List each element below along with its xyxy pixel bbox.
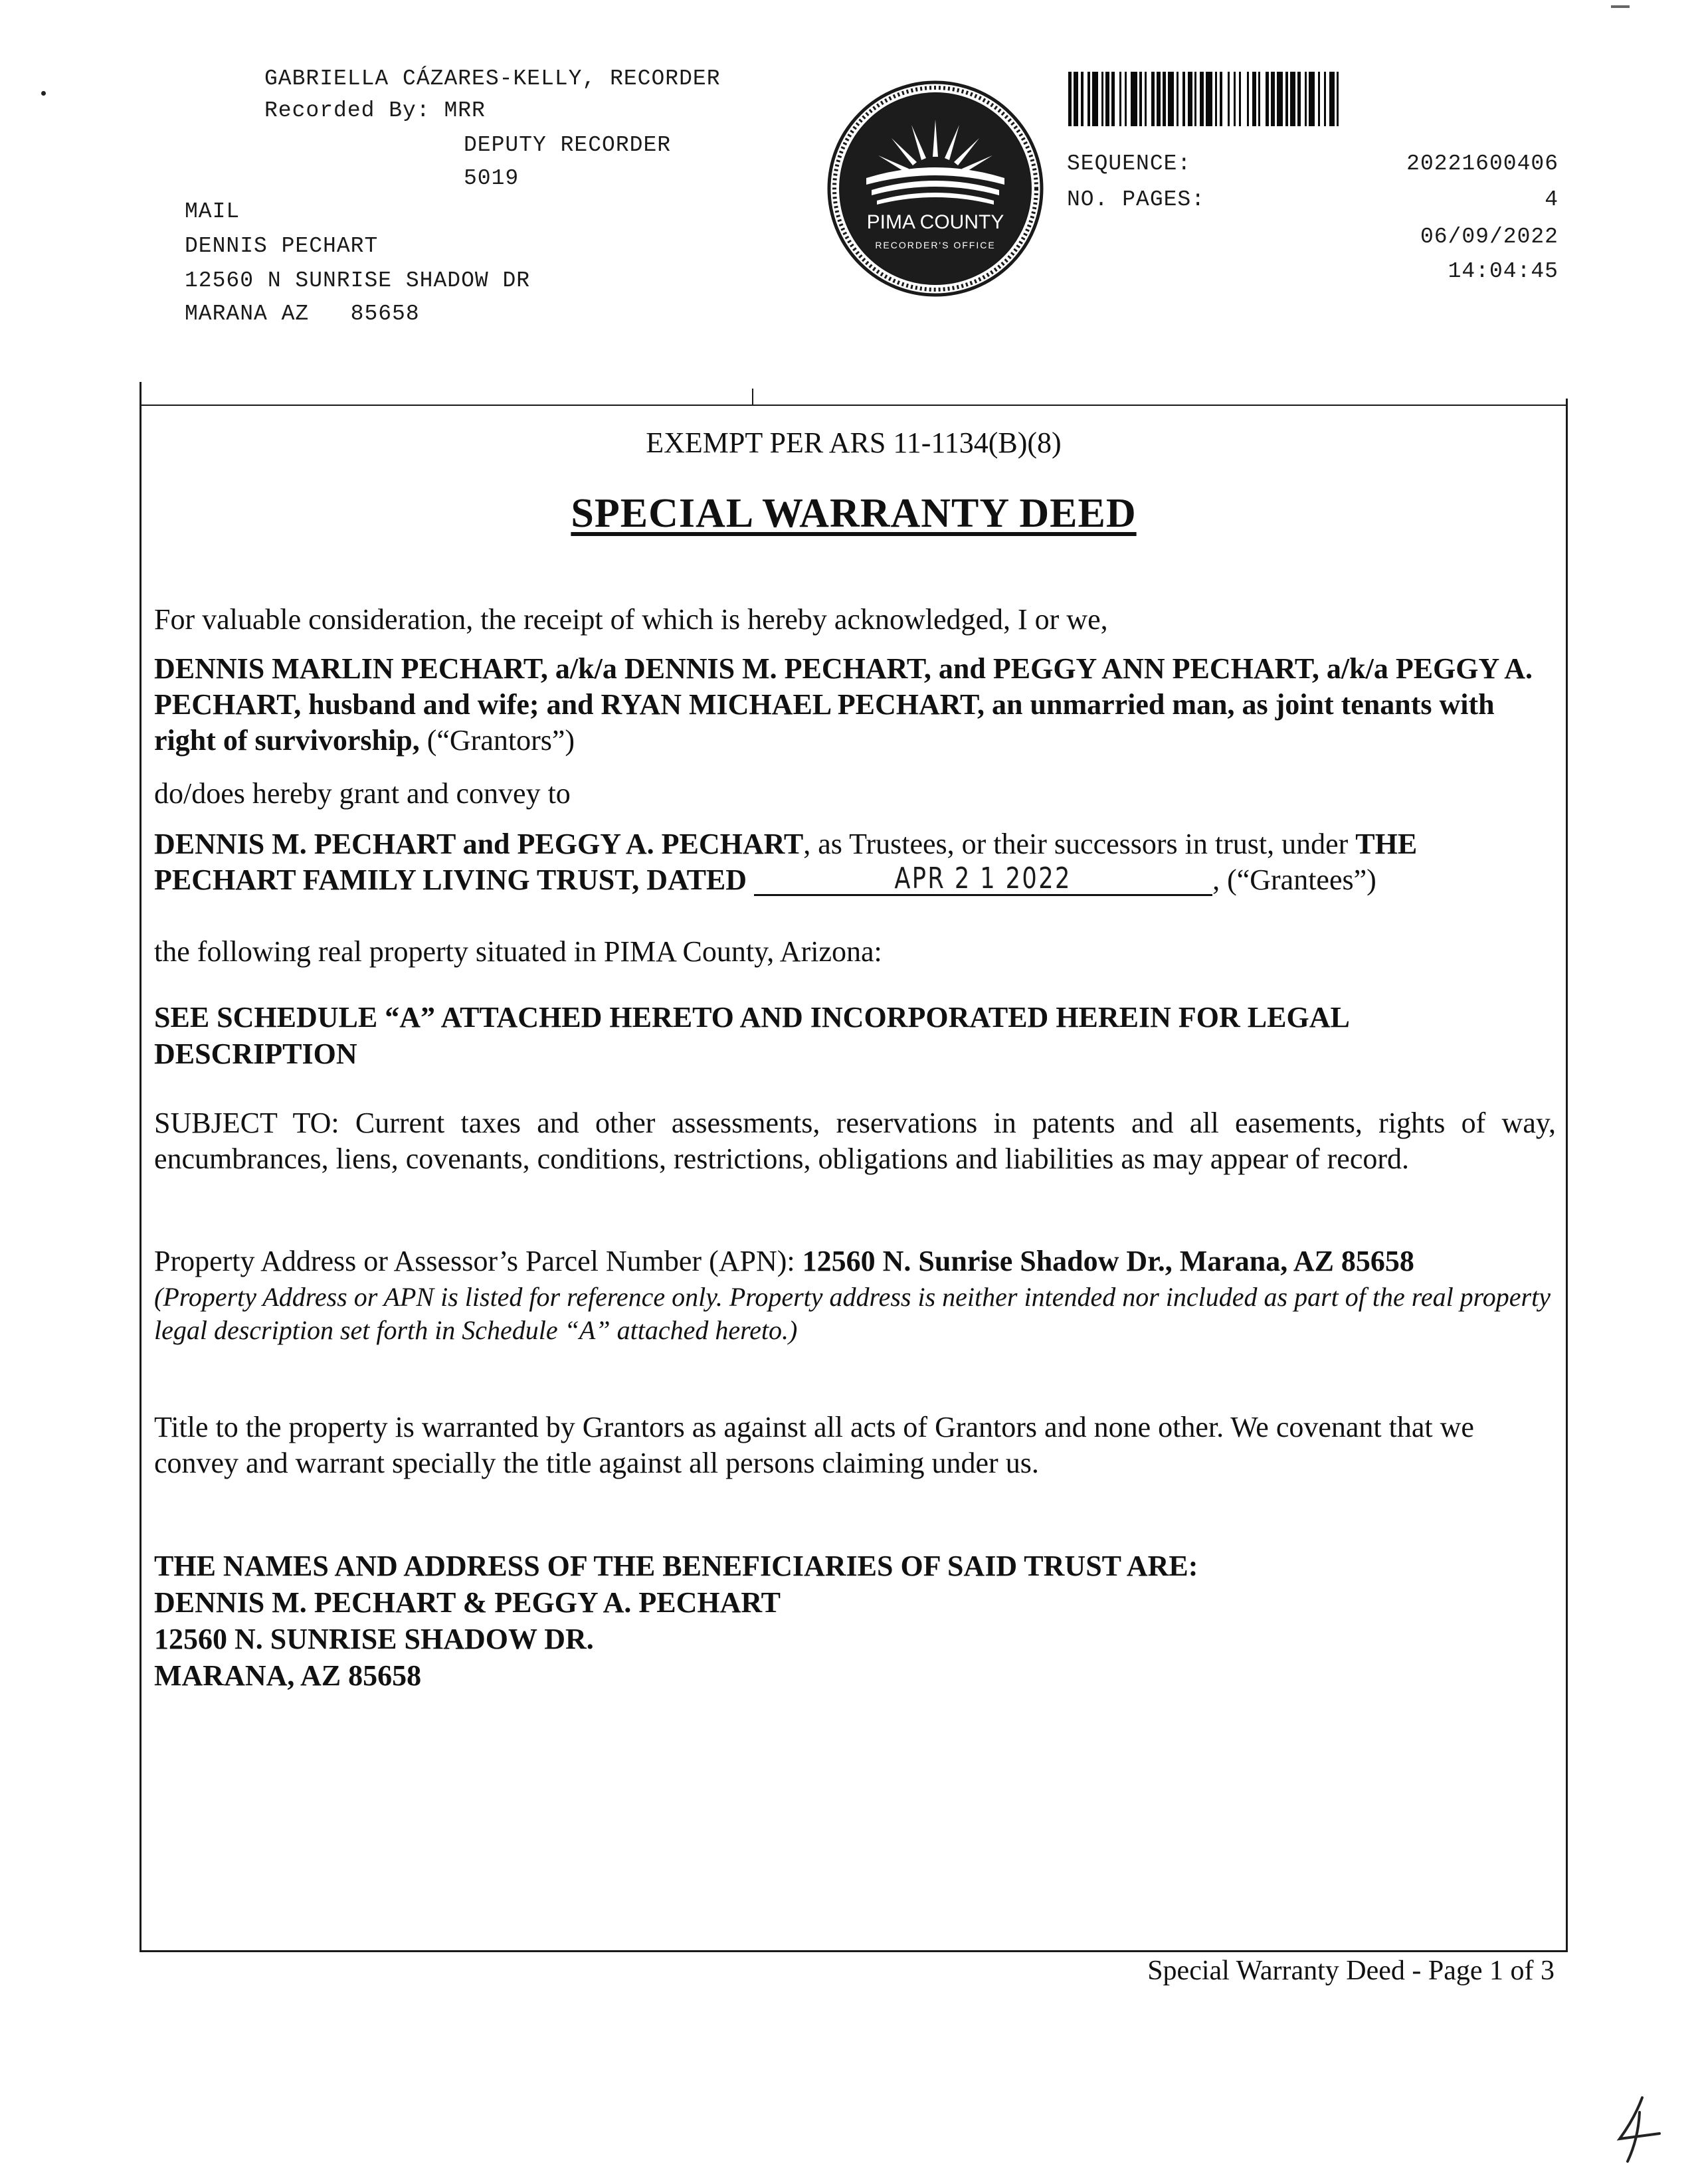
grantees-suffix: , (“Grantees”)	[1212, 864, 1376, 896]
property-intro: the following real property situated in PIMA County, Arizona:	[154, 935, 882, 968]
grantors-names: DENNIS MARLIN PECHART, a/k/a DENNIS M. PECHART, and PEGGY ANN PECHART, a/k/a PEGGY A. PECHART, husband and wife; and RYAN MICHAEL PECHART, an unmarried man, as joint tenants with right of survivorship,	[154, 652, 1533, 757]
apn-value: 12560 N. Sunrise Shadow Dr., Marana, AZ 85658	[802, 1245, 1414, 1277]
grantors-suffix: (“Grantors”)	[419, 724, 575, 757]
pages-value: 4	[1545, 187, 1558, 212]
apn-line	[154, 1243, 1559, 1279]
barcode-bar	[1206, 72, 1212, 126]
barcode-bar	[1260, 72, 1266, 126]
apn-label: Property Address or Assessor’s Parcel Number (APN):	[154, 1245, 802, 1277]
seal-subtitle: RECORDER'S OFFICE	[875, 240, 996, 250]
recorded-by: Recorded By: MRR	[264, 98, 486, 123]
recording-time: 14:04:45	[1448, 259, 1558, 284]
beneficiaries-heading: THE NAMES AND ADDRESS OF THE BENEFICIARIES OF SAID TRUST ARE:	[154, 1550, 1198, 1582]
handwritten-page-mark	[1608, 2092, 1667, 2165]
trust-name: THE PECHART FAMILY LIVING TRUST, DATED	[154, 828, 1418, 896]
convey-text: do/does hereby grant and convey to	[154, 777, 571, 810]
pima-county-seal	[825, 78, 1046, 299]
grantors-paragraph	[154, 651, 1559, 759]
barcode-bar	[1222, 72, 1228, 126]
barcode-bar	[1115, 72, 1120, 126]
scan-mark	[1611, 5, 1630, 8]
page-footer: Special Warranty Deed - Page 1 of 3	[1147, 1956, 1555, 1986]
mail-label: MAIL	[185, 199, 240, 224]
beneficiaries-city: MARANA, AZ 85658	[154, 1659, 422, 1692]
mail-city: MARANA AZ 85658	[185, 302, 420, 326]
deputy-number: 5019	[464, 166, 519, 191]
barcode-bar	[1131, 72, 1137, 126]
barcode-bar	[1277, 72, 1283, 126]
barcode-bar	[1290, 72, 1295, 126]
scan-speck	[41, 91, 46, 96]
mail-name: DENNIS PECHART	[185, 234, 379, 258]
grantees-paragraph	[154, 826, 1559, 898]
barcode-bar	[1329, 72, 1335, 126]
sequence-value: 20221600406	[1406, 151, 1558, 176]
barcode-bar	[1092, 72, 1098, 126]
subject-to-text: SUBJECT TO: Current taxes and other assessments, reservations in patents and all easements, rights of way, encumbrances, liens, covenants, conditions, restrictions, obligations and liabilities as may appear of record.	[154, 1107, 1556, 1175]
recording-date: 06/09/2022	[1420, 225, 1558, 249]
trust-date-field	[754, 862, 1212, 896]
frame-tick	[752, 389, 753, 405]
mail-street: 12560 N SUNRISE SHADOW DR	[185, 268, 531, 293]
pages-label: NO. PAGES:	[1067, 187, 1206, 212]
consideration-text: For valuable consideration, the receipt of which is hereby acknowledged, I or we,	[154, 603, 1108, 636]
sequence-label: SEQUENCE:	[1067, 151, 1192, 176]
seal-name: PIMA COUNTY	[866, 211, 1004, 233]
schedule-reference: SEE SCHEDULE “A” ATTACHED HERETO AND INCORPORATED HEREIN FOR LEGAL DESCRIPTION	[154, 1001, 1349, 1070]
barcode-bar	[1168, 72, 1174, 126]
barcode-bar	[1339, 72, 1343, 126]
recorder-name: GABRIELLA CÁZARES-KELLY, RECORDER	[264, 66, 721, 91]
barcode-bar	[1309, 72, 1315, 126]
barcode-bar	[1147, 72, 1152, 126]
barcode-bar	[1074, 72, 1079, 126]
recording-barcode	[1068, 72, 1520, 126]
barcode-bar	[1188, 72, 1193, 126]
trust-date-stamp: APR 2 1 2022	[894, 862, 1072, 895]
beneficiaries-names: DENNIS M. PECHART & PEGGY A. PECHART	[154, 1586, 781, 1619]
grantees-names: DENNIS M. PECHART and PEGGY A. PECHART	[154, 828, 804, 860]
beneficiaries-street: 12560 N. SUNRISE SHADOW DR.	[154, 1623, 594, 1655]
apn-note: (Property Address or APN is listed for reference only. Property address is neither intended nor included as part of the real property legal description set forth in Schedule “A” attached hereto.)	[154, 1282, 1551, 1345]
deed-title: SPECIAL WARRANTY DEED	[571, 491, 1137, 536]
barcode-bar	[1241, 72, 1247, 126]
exempt-line: EXEMPT PER ARS 11-1134(B)(8)	[646, 426, 1062, 459]
grantees-role: , as Trustees, or their successors in trust, under	[803, 828, 1356, 860]
warranty-text: Title to the property is warranted by Grantors as against all acts of Grantors and none other. We covenant that we convey and warrant specially the title against all persons claiming under us.	[154, 1411, 1474, 1479]
deputy-recorder: DEPUTY RECORDER	[464, 133, 672, 157]
